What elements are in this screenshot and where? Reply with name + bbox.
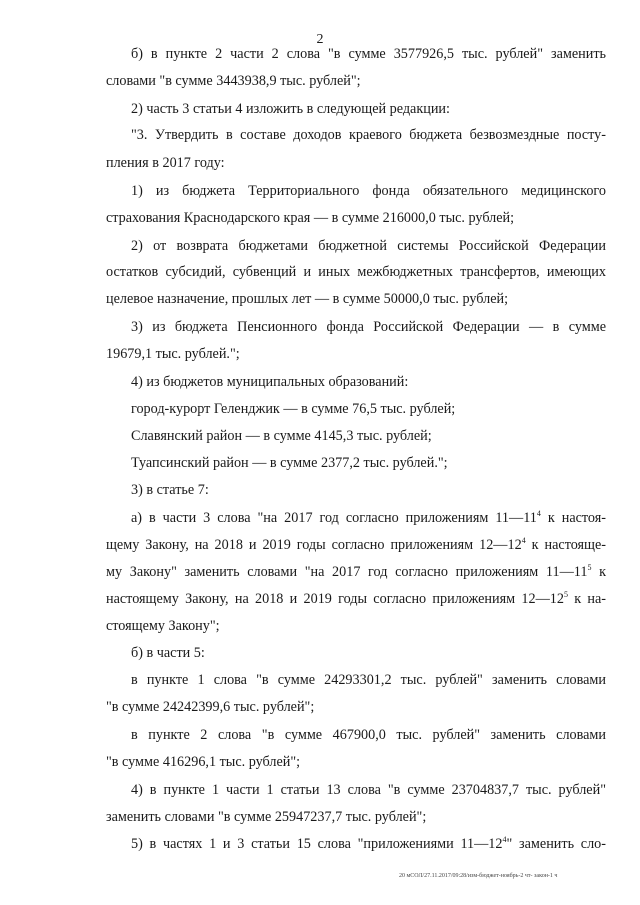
text-line (106, 155, 606, 172)
text-run: щему Закону, на 2018 и 2019 годы согласно приложениям 12—12 (106, 537, 522, 553)
text-line (106, 564, 606, 581)
superscript: 5 (563, 590, 568, 599)
text-line (106, 264, 606, 281)
text-run: Туапсинский район — в сумме 2377,2 тыс. рублей."; (131, 455, 448, 471)
text-run: му Закону" заменить словами "на 2017 год согласно приложениям 11—11 (106, 564, 588, 580)
text-run: 4) из бюджетов муниципальных образований: (131, 374, 409, 390)
text-line (131, 836, 606, 853)
text-run: настоящему Закону, на 2018 и 2019 годы согласно приложениям 12—12 (106, 591, 564, 607)
text-line (106, 537, 606, 554)
text-run: 4) в пункте 1 части 1 статьи 13 слова "в сумме 23704837,7 тыс. рублей" (131, 782, 606, 798)
text-line (131, 510, 606, 527)
text-line (106, 73, 606, 90)
text-run: к настоя- (540, 510, 606, 526)
text-run: 3) из бюджета Пенсионного фонда Российской Федерации — в сумме (131, 319, 606, 335)
text-run: 1) из бюджета Территориального фонда обязательного медицинского (131, 183, 606, 199)
text-run: в пункте 2 слова "в сумме 467900,0 тыс. рублей" заменить словами (131, 727, 606, 743)
text-run: "3. Утвердить в составе доходов краевого бюджета безвозмездные посту- (131, 127, 606, 143)
text-line (106, 618, 606, 635)
text-run: б) в части 5: (131, 645, 205, 661)
text-line (131, 238, 606, 255)
text-line (131, 482, 606, 499)
text-run: "в сумме 24242399,6 тыс. рублей"; (106, 699, 315, 715)
text-run: " заменить сло- (506, 836, 606, 852)
text-run: б) в пункте 2 части 2 слова "в сумме 3577926,5 тыс. рублей" заменить (131, 46, 606, 62)
text-run: 19679,1 тыс. рублей."; (106, 346, 240, 362)
text-run: 3) в статье 7: (131, 482, 209, 498)
footer-file-path: 20 мСОЛ/27.11.2017/09:28/изм-бюджет-ноябрь-2 чт- закон-1 ч (399, 873, 558, 879)
text-line (131, 183, 606, 200)
text-line (106, 754, 606, 771)
text-run: остатков субсидий, субвенций и иных межбюджетных трансфертов, имеющих (106, 264, 606, 280)
text-run: 2) часть 3 статьи 4 изложить в следующей редакции: (131, 101, 450, 117)
text-line (106, 291, 606, 308)
text-line (131, 782, 606, 799)
text-run: пления в 2017 году: (106, 155, 225, 171)
text-line (131, 374, 606, 391)
text-run: к на- (567, 591, 606, 607)
text-line (106, 809, 606, 826)
text-line (131, 46, 606, 63)
text-line (106, 591, 606, 608)
text-line (131, 101, 606, 118)
text-run: к настояще- (525, 537, 606, 553)
text-line (106, 699, 606, 716)
text-line (131, 127, 606, 144)
text-line (131, 401, 606, 418)
text-line (131, 645, 606, 662)
text-line (106, 346, 606, 363)
text-run: Славянский район — в сумме 4145,3 тыс. рублей; (131, 428, 432, 444)
superscript: 4 (502, 835, 507, 844)
text-line (131, 727, 606, 744)
page-number: 2 (316, 32, 324, 47)
text-line (131, 672, 606, 689)
text-run: "в сумме 416296,1 тыс. рублей"; (106, 754, 301, 770)
text-line (131, 428, 606, 445)
text-run: страхования Краснодарского края — в сумме 216000,0 тыс. рублей; (106, 210, 515, 226)
text-line (131, 455, 606, 472)
text-run: 2) от возврата бюджетами бюджетной системы Российской Федерации (131, 238, 606, 254)
text-run: а) в части 3 слова "на 2017 год согласно приложениям 11—11 (131, 510, 537, 526)
text-run: целевое назначение, прошлых лет — в сумме 50000,0 тыс. рублей; (106, 291, 509, 307)
text-run: словами "в сумме 3443938,9 тыс. рублей"; (106, 73, 361, 89)
text-run: в пункте 1 слова "в сумме 24293301,2 тыс. рублей" заменить словами (131, 672, 606, 688)
text-line (106, 210, 606, 227)
text-run: стоящему Закону"; (106, 618, 220, 634)
text-run: город-курорт Геленджик — в сумме 76,5 тыс. рублей; (131, 401, 456, 417)
superscript: 4 (521, 536, 526, 545)
text-line (131, 319, 606, 336)
superscript: 5 (587, 563, 592, 572)
text-run: заменить словами "в сумме 25947237,7 тыс. рублей"; (106, 809, 427, 825)
text-run: к (591, 564, 606, 580)
superscript: 4 (536, 509, 541, 518)
text-run: 5) в частях 1 и 3 статьи 15 слова "приложениями 11—12 (131, 836, 503, 852)
